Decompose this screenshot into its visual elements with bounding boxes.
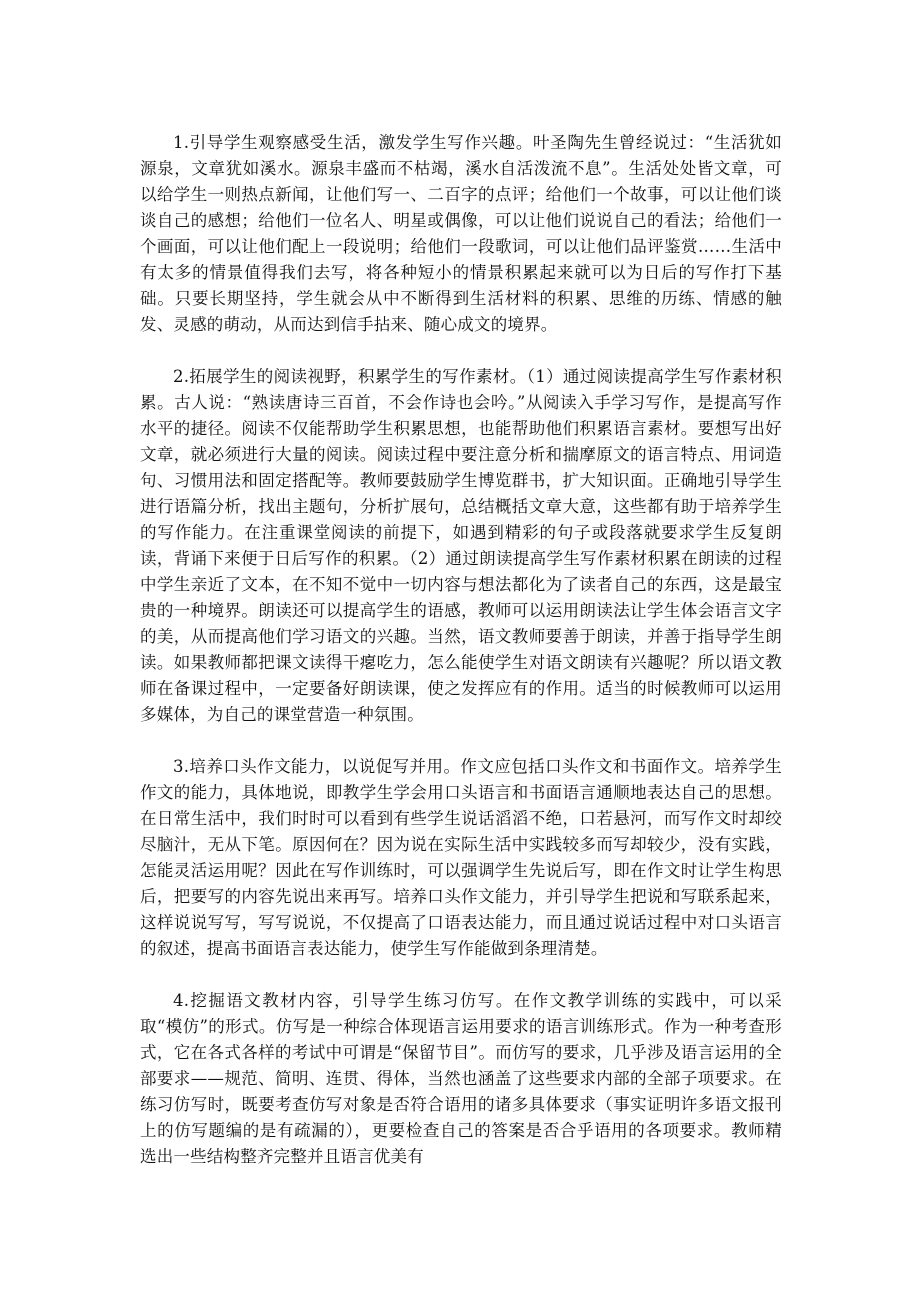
paragraph-observe-life: 1.引导学生观察感受生活，激发学生写作兴趣。叶圣陶先生曾经说过：“生活犹如源泉，文章犹如溪水。源泉丰盛而不枯竭，溪水自活泼流不息”。生活处处皆文章，可以给学生一则热点新闻，让他们写一、二百字的点评；给他们一个故事，可以让他们谈谈自己的感想；给他们一位名人、明星或偶像，可以让他们说说自己的看法；给他们一个画面，可以让他们配上一段说明；给他们一段歌词，可以让他们品评鉴赏……生活中有太多的情景值得我们去写，将各种短小的情景积累起来就可以为日后的写作打下基础。只要长期坚持，学生就会从中不断得到生活材料的积累、思维的历练、情感的触发、灵感的萌动，从而达到信手拈来、随心成文的境界。 bbox=[140, 133, 782, 334]
paragraph-oral-composition: 3.培养口头作文能力，以说促写并用。作文应包括口头作文和书面作文。培养学生作文的能力，具体地说，即教学生学会用口头语言和书面语言通顺地表达自己的思想。在日常生活中，我们时时可以看到有些学生说话滔滔不绝，口若悬河，而写作文时却绞尽脑汁，无从下笔。原因何在？因为说在实际生活中实践较多而写却较少，没有实践，怎能灵活运用呢？因此在写作训练时，可以强调学生先说后写，即在作文时让学生构思后，把要写的内容先说出来再写。培养口头作文能力，并引导学生把说和写联系起来，这样说说写写，写写说说，不仅提高了口语表达能力，而且通过说话过程中对口头语言的叙述，提高书面语言表达能力，使学生写作能做到条理清楚。 bbox=[140, 757, 782, 958]
document-page bbox=[140, 130, 782, 1196]
paragraph-imitation-writing: 4.挖掘语文教材内容，引导学生练习仿写。在作文教学训练的实践中，可以采取“模仿”的形式。仿写是一种综合体现语言运用要求的语言训练形式。作为一种考查形式，它在各式各样的考试中可谓是“保留节目”。而仿写的要求，几乎涉及语言运用的全部要求——规范、简明、连贯、得体，当然也涵盖了这些要求内部的全部子项要求。在练习仿写时，既要考查仿写对象是否符合语用的诸多具体要求（事实证明许多语文报刊上的仿写题编的是有疏漏的），更要检查自己的答案是否合乎语用的各项要求。教师精选出一些结构整齐完整并且语言优美有 bbox=[140, 991, 782, 1166]
paragraph-reading-vision: 2.拓展学生的阅读视野，积累学生的写作素材。（1）通过阅读提高学生写作素材积累。古人说：“熟读唐诗三百首，不会作诗也会吟。”从阅读入手学习写作，是提高写作水平的捷径。阅读不仅能帮助学生积累思想，也能帮助他们积累语言素材。要想写出好文章，就必须进行大量的阅读。阅读过程中要注意分析和揣摩原文的语言特点、用词造句、习惯用法和固定搭配等。教师要鼓励学生博览群书，扩大知识面。正确地引导学生进行语篇分析，找出主题句，分析扩展句，总结概括文章大意，这些都有助于培养学生的写作能力。在注重课堂阅读的前提下，如遇到精彩的句子或段落就要求学生反复朗读，背诵下来便于日后写作的积累。（2）通过朗读提高学生写作素材积累在朗读的过程中学生亲近了文本，在不知不觉中一切内容与想法都化为了读者自己的东西，这是最宝贵的一种境界。朗读还可以提高学生的语感，教师可以运用朗读法让学生体会语言文字的美，从而提高他们学习语文的兴趣。当然，语文教师要善于朗读，并善于指导学生朗读。如果教师都把课文读得干瘪吃力，怎么能使学生对语文朗读有兴趣呢？所以语文教师在备课过程中，一定要备好朗读课，使之发挥应有的作用。适当的时候教师可以运用多媒体，为自己的课堂营造一种氛围。 bbox=[140, 367, 782, 724]
